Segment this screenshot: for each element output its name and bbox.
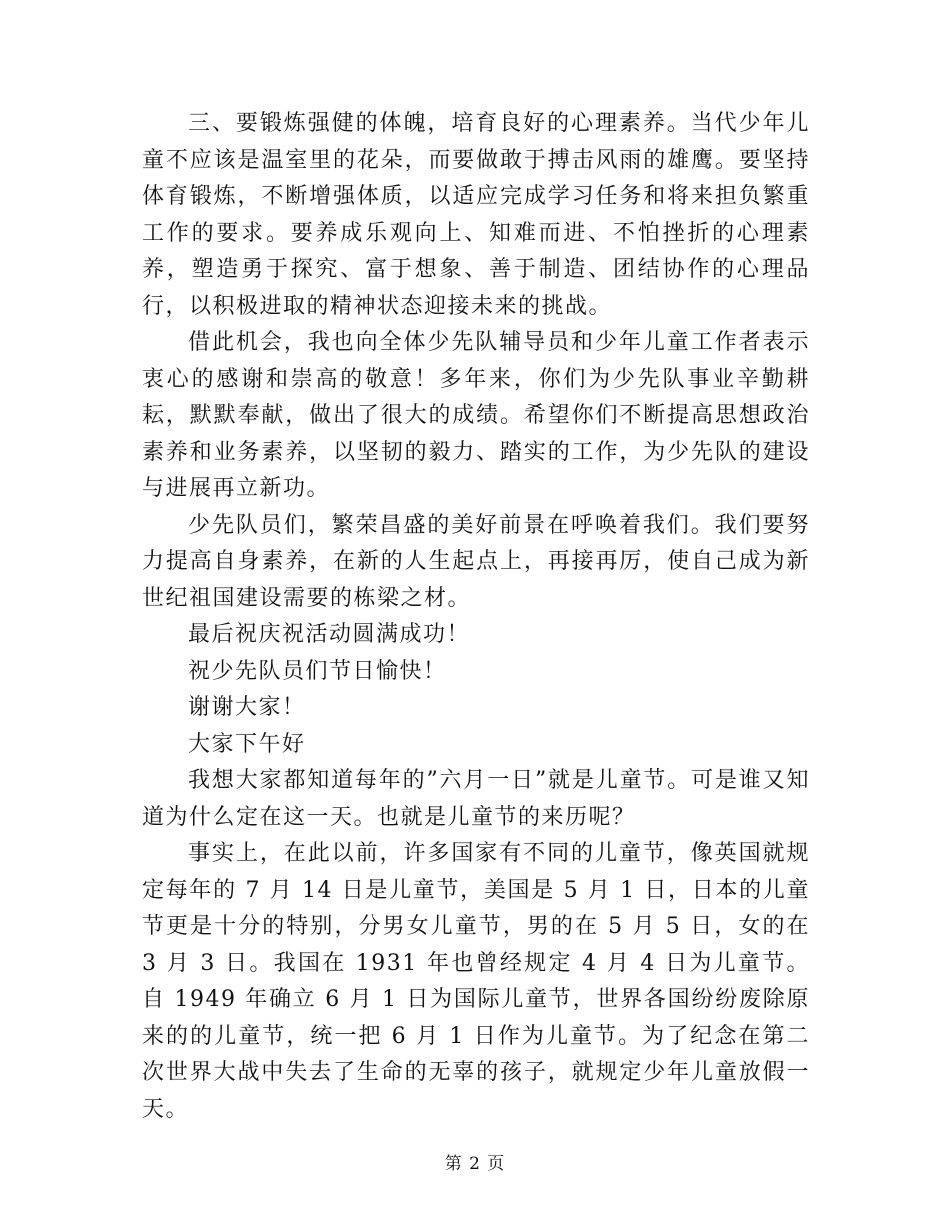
paragraph: 借此机会，我也向全体少先队辅导员和少年儿童工作者表示衷心的感谢和崇高的敬意！多年来，你们为少先队事业辛勤耕耘，默默奉献，做出了很大的成绩。希望你们不断提高思想政治素养和业务素养，以坚韧的毅力、踏实的工作，为少先队的建设与进展再立新功。 (142, 330, 810, 501)
paragraph: 我想大家都知道每年的”六月一日”就是儿童节。可是谁又知道为什么定在这一天。也就是儿童节的来历呢？ (142, 768, 810, 830)
paragraph: 最后祝庆祝活动圆满成功！ (188, 622, 471, 647)
document-body (142, 106, 810, 1128)
paragraph: 大家下午好 (188, 731, 306, 757)
paragraph: 事实上，在此以前，许多国家有不同的儿童节，像英国就规定每年的 7 月 14 日是儿童节，美国是 5 月 1 日，日本的儿童节更是十分的特别，分男女儿童节，男的在 5 月 5 日，女的在 3 月 3 日。我国在 1931 年也曾经规定 4 月 4 日为儿童节。自 1949 年确立 6 月 1 日为国际儿童节，世界各国纷纷废除原来的的儿童节，统一把 6 月 1 日作为儿童节。为了纪念在第二次世界大战中失去了生命的无辜的孩子，就规定少年儿童放假一天。 (142, 841, 810, 1122)
page-number: 第 2 页 (444, 1154, 506, 1174)
paragraph: 少先队员们，繁荣昌盛的美好前景在呼唤着我们。我们要努力提高自身素养，在新的人生起点上，再接再厉，使自己成为新世纪祖国建设需要的栋梁之材。 (142, 512, 810, 611)
paragraph: 祝少先队员们节日愉快！ (188, 658, 447, 684)
paragraph: 谢谢大家！ (188, 695, 306, 720)
paragraph: 三、要锻炼强健的体魄，培育良好的心理素养。当代少年儿童不应该是温室里的花朵，而要做敢于搏击风雨的雄鹰。要坚持体育锻炼，不断增强体质，以适应完成学习任务和将来担负繁重工作的要求。要养成乐观向上、知难而进、不怕挫折的心理素养，塑造勇于探究、富于想象、善于制造、团结协作的心理品行，以积极进取的精神状态迎接未来的挑战。 (142, 111, 810, 319)
